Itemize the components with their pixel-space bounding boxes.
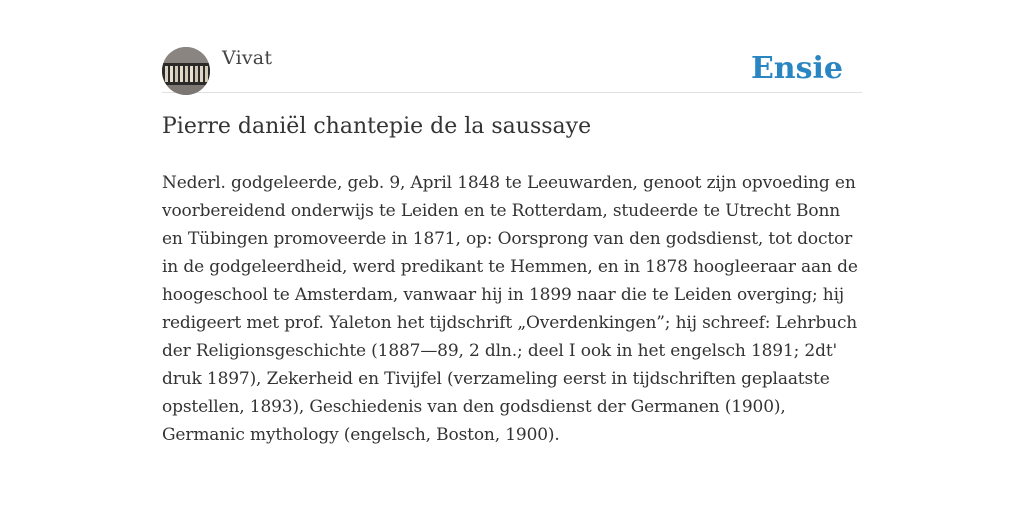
body-line: redigeert met prof. Yaleton het tijdschrift „Overdenkingen”; hij schreef: Lehrbuch bbox=[162, 313, 858, 333]
page-title: Pierre daniël chantepie de la saussaye bbox=[162, 114, 592, 139]
body-line: in de godgeleerdheid, werd predikant te Hemmen, en in 1878 hoogleeraar aan de bbox=[162, 257, 858, 277]
body-line: voorbereidend onderwijs te Leiden en te Rotterdam, studeerde te Utrecht Bonn bbox=[162, 201, 841, 221]
body-line: Germanic mythology (engelsch, Boston, 1900). bbox=[162, 425, 560, 445]
brand-logo[interactable]: Ensie bbox=[750, 51, 843, 86]
book-spines-icon bbox=[162, 47, 210, 95]
article-body bbox=[162, 169, 866, 449]
body-line: opstellen, 1893), Geschiedenis van den godsdienst der Germanen (1900), bbox=[162, 397, 786, 417]
body-line: druk 1897), Zekerheid en Tivijfel (verzameling eerst in tijdschriften geplaatste bbox=[162, 369, 830, 389]
body-line: hoogeschool te Amsterdam, vanwaar hij in 1899 naar die te Leiden overging; hij bbox=[162, 285, 844, 305]
body-line: der Religionsgeschichte (1887—89, 2 dln.; deel I ook in het engelsch 1891; 2dt' bbox=[162, 341, 838, 361]
body-line: en Tübingen promoveerde in 1871, op: Oorsprong van den godsdienst, tot doctor bbox=[162, 229, 853, 249]
source-name[interactable]: Vivat bbox=[222, 47, 273, 69]
body-line: Nederl. godgeleerde, geb. 9, April 1848 te Leeuwarden, genoot zijn opvoeding en bbox=[162, 173, 856, 193]
header bbox=[162, 46, 862, 93]
avatar[interactable] bbox=[162, 47, 210, 95]
